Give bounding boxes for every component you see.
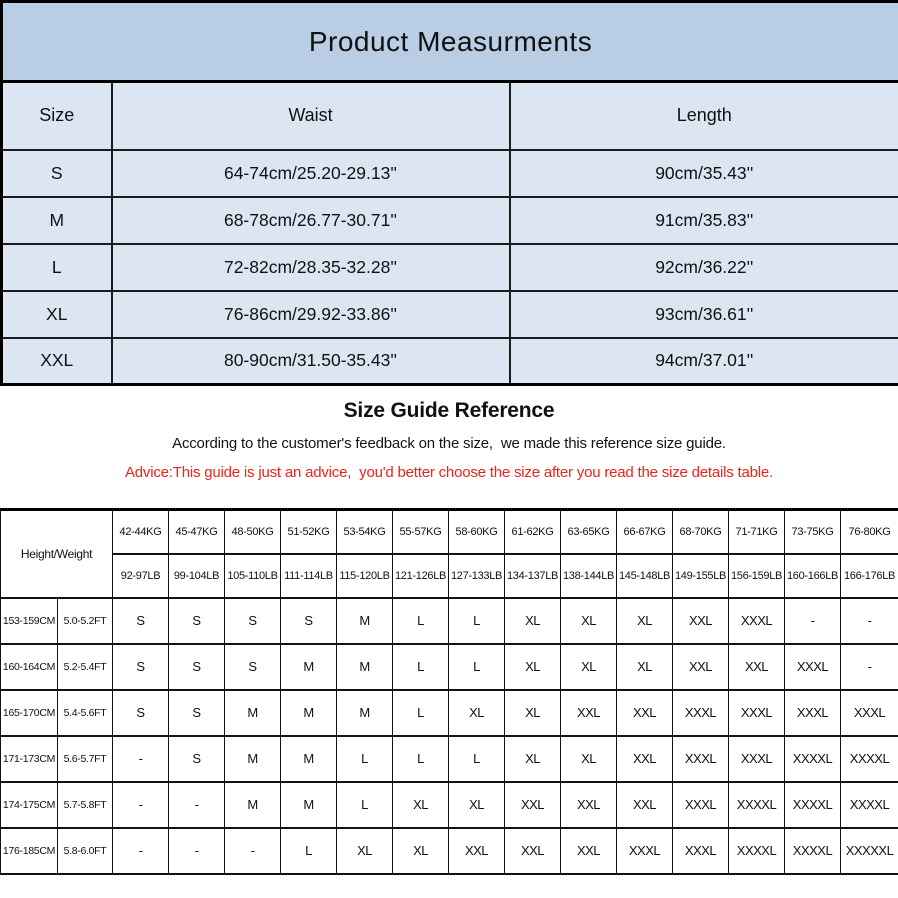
size-cell: XXXXL [841,736,898,782]
size-cell: XXL [505,782,561,828]
size-cell: M [281,644,337,690]
weight-kg-header: 53-54KG [337,510,393,554]
size-label: S [2,150,112,197]
size-cell: M [225,736,281,782]
length-value: 93cm/36.61'' [510,291,898,338]
size-cell: M [337,598,393,644]
height-cm: 176-185CM [1,828,58,874]
waist-value: 76-86cm/29.92-33.86'' [112,291,510,338]
size-cell: S [169,644,225,690]
size-cell: S [281,598,337,644]
size-cell: XL [393,782,449,828]
size-cell: - [113,782,169,828]
table-row [2,338,898,385]
weight-kg-header: 61-62KG [505,510,561,554]
size-cell: - [169,828,225,874]
weight-kg-header: 68-70KG [673,510,729,554]
weight-lb-header: 149-155LB [673,554,729,598]
size-cell: XL [561,598,617,644]
product-table-title: Product Measurments [2,2,898,82]
height-cm: 174-175CM [1,782,58,828]
size-cell: XL [449,782,505,828]
size-cell: - [225,828,281,874]
height-cm: 153-159CM [1,598,58,644]
weight-lb-header: 156-159LB [729,554,785,598]
table-row [2,150,898,197]
size-cell: XXXL [729,598,785,644]
size-cell: XL [449,690,505,736]
size-guide-table [0,508,898,875]
size-label: XL [2,291,112,338]
size-cell: M [225,690,281,736]
weight-lb-header: 92-97LB [113,554,169,598]
size-cell: XL [505,690,561,736]
size-cell: XXXL [673,782,729,828]
size-cell: L [337,782,393,828]
size-cell: L [337,736,393,782]
size-cell: L [393,644,449,690]
size-guide-row [1,736,898,782]
weight-lb-header: 105-110LB [225,554,281,598]
size-cell: XL [617,644,673,690]
size-cell: XXXXL [785,736,841,782]
size-cell: XXXL [673,736,729,782]
size-cell: M [337,644,393,690]
size-cell: XXL [449,828,505,874]
size-cell: XXXL [785,644,841,690]
waist-value: 80-90cm/31.50-35.43'' [112,338,510,385]
size-cell: XXL [617,736,673,782]
size-cell: XXL [561,690,617,736]
size-cell: S [169,736,225,782]
size-cell: XXL [561,828,617,874]
size-cell: XXXXL [729,828,785,874]
waist-value: 72-82cm/28.35-32.28'' [112,244,510,291]
weight-lb-header: 160-166LB [785,554,841,598]
weight-lb-header: 127-133LB [449,554,505,598]
size-cell: S [225,644,281,690]
waist-value: 64-74cm/25.20-29.13'' [112,150,510,197]
size-cell: XXXXL [841,782,898,828]
height-ft: 5.7-5.8FT [58,782,113,828]
size-cell: - [841,598,898,644]
size-cell: XL [561,644,617,690]
weight-lb-header: 115-120LB [337,554,393,598]
size-label: M [2,197,112,244]
size-cell: - [113,828,169,874]
size-cell: XXXXL [729,782,785,828]
size-cell: - [169,782,225,828]
size-guide-subtitle: According to the customer's feedback on the size, we made this reference size guide. [172,435,726,452]
height-cm: 171-173CM [1,736,58,782]
size-cell: M [337,690,393,736]
size-cell: XXXXL [785,782,841,828]
weight-lb-header: 121-126LB [393,554,449,598]
waist-value: 68-78cm/26.77-30.71'' [112,197,510,244]
size-cell: S [225,598,281,644]
size-cell: L [449,598,505,644]
weight-kg-header: 73-75KG [785,510,841,554]
weight-kg-header-row [1,510,898,554]
size-cell: XXXXXL [841,828,898,874]
size-cell: XL [337,828,393,874]
size-cell: XXXXL [785,828,841,874]
height-cm: 165-170CM [1,690,58,736]
size-cell: XXL [561,782,617,828]
size-guide-row [1,782,898,828]
size-cell: XXXL [841,690,898,736]
size-cell: M [281,782,337,828]
size-cell: XXXL [729,736,785,782]
size-label: XXL [2,338,112,385]
size-cell: L [393,736,449,782]
weight-kg-header: 45-47KG [169,510,225,554]
length-value: 92cm/36.22'' [510,244,898,291]
weight-kg-header: 48-50KG [225,510,281,554]
product-measurements-table [0,0,898,386]
weight-lb-header: 111-114LB [281,554,337,598]
size-cell: L [449,736,505,782]
size-cell: M [281,690,337,736]
weight-kg-header: 51-52KG [281,510,337,554]
height-ft: 5.8-6.0FT [58,828,113,874]
size-cell: - [841,644,898,690]
size-cell: S [169,598,225,644]
size-guide-row [1,644,898,690]
size-cell: L [393,598,449,644]
size-cell: XXXL [673,690,729,736]
size-cell: XL [505,598,561,644]
size-cell: XL [617,598,673,644]
height-weight-corner-label: Height/Weight [1,510,113,598]
size-cell: XXXL [617,828,673,874]
size-cell: - [785,598,841,644]
size-cell: XL [505,736,561,782]
column-header-length: Length [510,82,898,150]
size-guide-row [1,598,898,644]
length-value: 94cm/37.01'' [510,338,898,385]
height-ft: 5.6-5.7FT [58,736,113,782]
size-cell: L [281,828,337,874]
size-cell: XXL [617,782,673,828]
weight-kg-header: 42-44KG [113,510,169,554]
size-cell: M [281,736,337,782]
size-cell: S [113,690,169,736]
size-cell: L [449,644,505,690]
weight-kg-header: 55-57KG [393,510,449,554]
weight-lb-header: 99-104LB [169,554,225,598]
column-header-size: Size [2,82,112,150]
size-cell: S [113,598,169,644]
size-guide-row [1,690,898,736]
size-cell: XXL [617,690,673,736]
weight-lb-header: 134-137LB [505,554,561,598]
weight-kg-header: 71-71KG [729,510,785,554]
weight-lb-header: 138-144LB [561,554,617,598]
weight-kg-header: 63-65KG [561,510,617,554]
size-cell: XXL [729,644,785,690]
size-label: L [2,244,112,291]
size-cell: - [113,736,169,782]
weight-lb-header: 145-148LB [617,554,673,598]
height-cm: 160-164CM [1,644,58,690]
column-header-waist: Waist [112,82,510,150]
size-cell: XXXL [729,690,785,736]
size-cell: L [393,690,449,736]
weight-kg-header: 66-67KG [617,510,673,554]
size-guide-advice: Advice:This guide is just an advice, you'd better choose the size after you read the size details table. [124,464,774,481]
height-ft: 5.2-5.4FT [58,644,113,690]
height-ft: 5.4-5.6FT [58,690,113,736]
weight-kg-header: 76-80KG [841,510,898,554]
size-cell: XXXL [785,690,841,736]
size-cell: XXXL [673,828,729,874]
size-guide-title: Size Guide Reference [343,399,555,422]
size-cell: M [225,782,281,828]
table-row [2,244,898,291]
height-ft: 5.0-5.2FT [58,598,113,644]
size-cell: S [169,690,225,736]
length-value: 91cm/35.83'' [510,197,898,244]
table-row [2,197,898,244]
size-cell: XXL [673,644,729,690]
size-cell: XL [393,828,449,874]
length-value: 90cm/35.43'' [510,150,898,197]
weight-lb-header: 166-176LB [841,554,898,598]
size-guide-row [1,828,898,874]
size-cell: XXL [673,598,729,644]
size-cell: XL [561,736,617,782]
size-cell: XXL [505,828,561,874]
size-cell: XL [505,644,561,690]
weight-kg-header: 58-60KG [449,510,505,554]
size-guide-intro [0,386,898,508]
size-cell: S [113,644,169,690]
table-row [2,291,898,338]
weight-lb-header-row [1,554,898,598]
